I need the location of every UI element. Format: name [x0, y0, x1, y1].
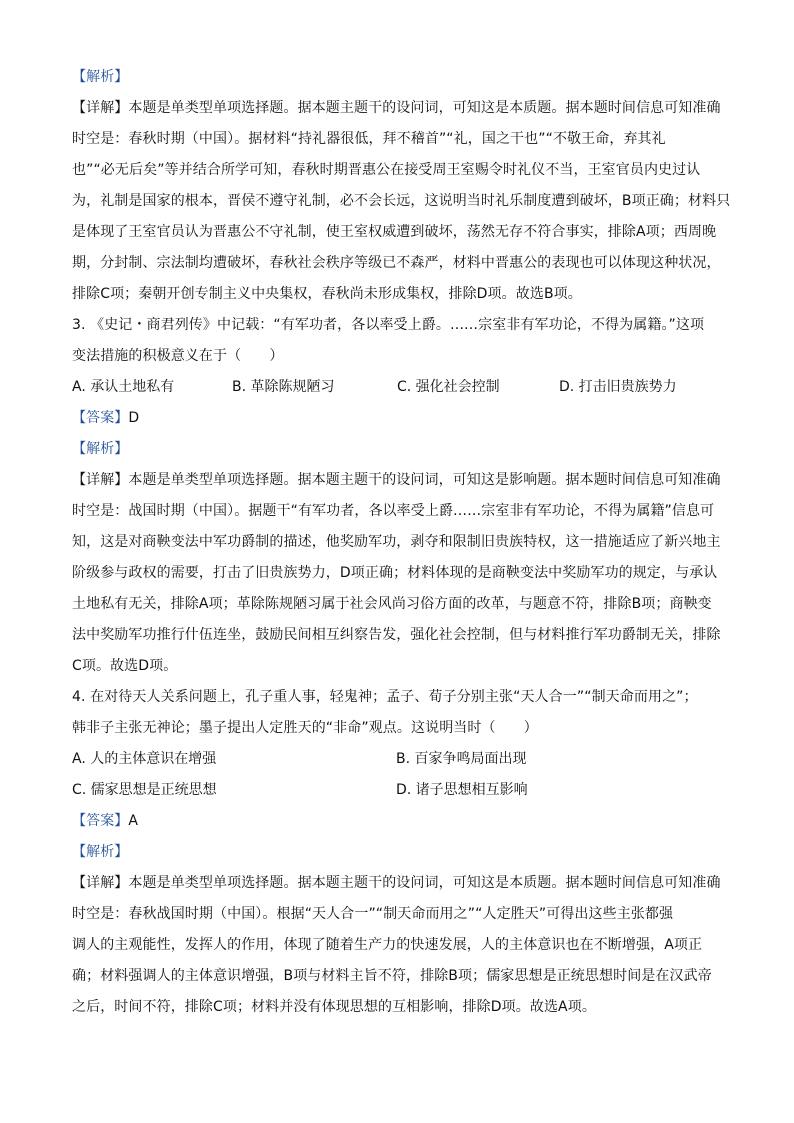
option-c: C. 儒家思想是正统思想	[72, 782, 217, 798]
option-a: A. 人的主体意识在增强	[72, 751, 217, 767]
answer-line	[72, 403, 740, 434]
detail-line: 【详解】本题是单类型单项选择题。据本题主题干的设问词，可知这是本质题。据本题时间信息可知准确	[72, 100, 721, 116]
option-b: B. 革除陈规陋习	[232, 379, 335, 395]
detail-line: 为，礼制是国家的根本，晋侯不遵守礼制，必不会长远，这说明当时礼乐制度遭到破坏，B项正确；材料只	[72, 193, 731, 209]
option-d: D. 打击旧贵族势力	[559, 379, 677, 395]
question-4-stem: 韩非子主张无神论；墨子提出人定胜天的“非命”观点。这说明当时（ ）	[72, 720, 538, 736]
detail-line: C项。故选D项。	[72, 658, 178, 674]
option-b: B. 百家争鸣局面出现	[396, 751, 527, 767]
detail-line: 时空是：战国时期（中国）。据题干“有军功者，各以率受上爵……宗室非有军功论，不得为属籍”信息可	[72, 503, 715, 519]
question-3-stem: 变法措施的积极意义在于（ ）	[72, 348, 284, 364]
document-page	[72, 62, 740, 1023]
question-3-options	[72, 372, 740, 403]
detail-line: 之后，时间不符，排除C项；材料并没有体现思想的互相影响，排除D项。故选A项。	[72, 999, 596, 1015]
answer-tag: 【答案】	[72, 410, 129, 426]
detail-line: 也”“必无后矣”等并结合所学可知，春秋时期晋惠公在接受周王室赐令时礼仪不当，王室官员内史过认	[72, 162, 701, 178]
analysis-tag: 【解析】	[72, 441, 129, 457]
option-a: A. 承认土地私有	[72, 379, 175, 395]
option-c: C. 强化社会控制	[397, 379, 500, 395]
answer-value: A	[128, 813, 139, 829]
question-4-stem: 4. 在对待天人关系问题上，孔子重人事，轻鬼神；孟子、荀子分别主张“天人合一”“制天命而用之”；	[72, 689, 698, 705]
detail-line: 【详解】本题是单类型单项选择题。据本题主题干的设问词，可知这是本质题。据本题时间信息可知准确	[72, 875, 721, 891]
question-3-stem: 3. 《史记・商君列传》中记载：“有军功者，各以率受上爵。……宗室非有军功论，不得为属籍。”这项	[72, 317, 705, 333]
detail-line: 调人的主观能性，发挥人的作用，体现了随着生产力的快速发展，人的主体意识也在不断增强，A项正	[72, 937, 703, 953]
detail-line: 土地私有无关，排除A项；革除陈规陋习属于社会风尚习俗方面的改革，与题意不符，排除B项；商鞅变	[72, 596, 712, 612]
detail-line: 期，分封制、宗法制均遭破坏，春秋社会秩序等级已不森严，材料中晋惠公的表现也可以体现这种状况，	[72, 255, 721, 271]
detail-line: 确；材料强调人的主体意识增强，B项与材料主旨不符，排除B项；儒家思想是正统思想时间是在汉武帝	[72, 968, 712, 984]
detail-line: 法中奖励军功推行什伍连坐，鼓励民间相互纠察告发，强化社会控制，但与材料推行军功爵制无关，排除	[72, 627, 721, 643]
detail-line: 【详解】本题是单类型单项选择题。据本题主题干的设问词，可知这是影响题。据本题时间信息可知准确	[72, 472, 721, 488]
detail-line: 时空是：春秋时期（中国）。据材料“持礼器很低，拜不稽首”“礼，国之干也”“不敬王命，弃其礼	[72, 131, 666, 147]
detail-line: 排除C项；秦朝开创专制主义中央集权，春秋尚未形成集权，排除D项。故选B项。	[72, 286, 582, 302]
detail-line: 是体现了王室官员认为晋惠公不守礼制，使王室权威遭到破坏，荡然无存不符合事实，排除A项；西周晚	[72, 224, 717, 240]
question-4-options-row-1	[72, 744, 740, 775]
detail-line: 时空是：春秋战国时期（中国）。根据“天人合一”“制天命而用之”“人定胜天”可得出这些主张都强	[72, 906, 674, 922]
option-d: D. 诸子思想相互影响	[396, 782, 528, 798]
analysis-tag: 【解析】	[72, 844, 129, 860]
answer-line	[72, 806, 740, 837]
detail-line: 阶级参与政权的需要，打击了旧贵族势力，D项正确；材料体现的是商鞅变法中奖励军功的规定，与承认	[72, 565, 718, 581]
analysis-tag: 【解析】	[72, 69, 129, 85]
answer-value: D	[128, 410, 140, 426]
detail-line: 知，这是对商鞅变法中军功爵制的描述，他奖励军功，剥夺和限制旧贵族特权，这一措施适应了新兴地主	[72, 534, 721, 550]
question-4-options-row-2	[72, 775, 740, 806]
answer-tag: 【答案】	[72, 813, 129, 829]
